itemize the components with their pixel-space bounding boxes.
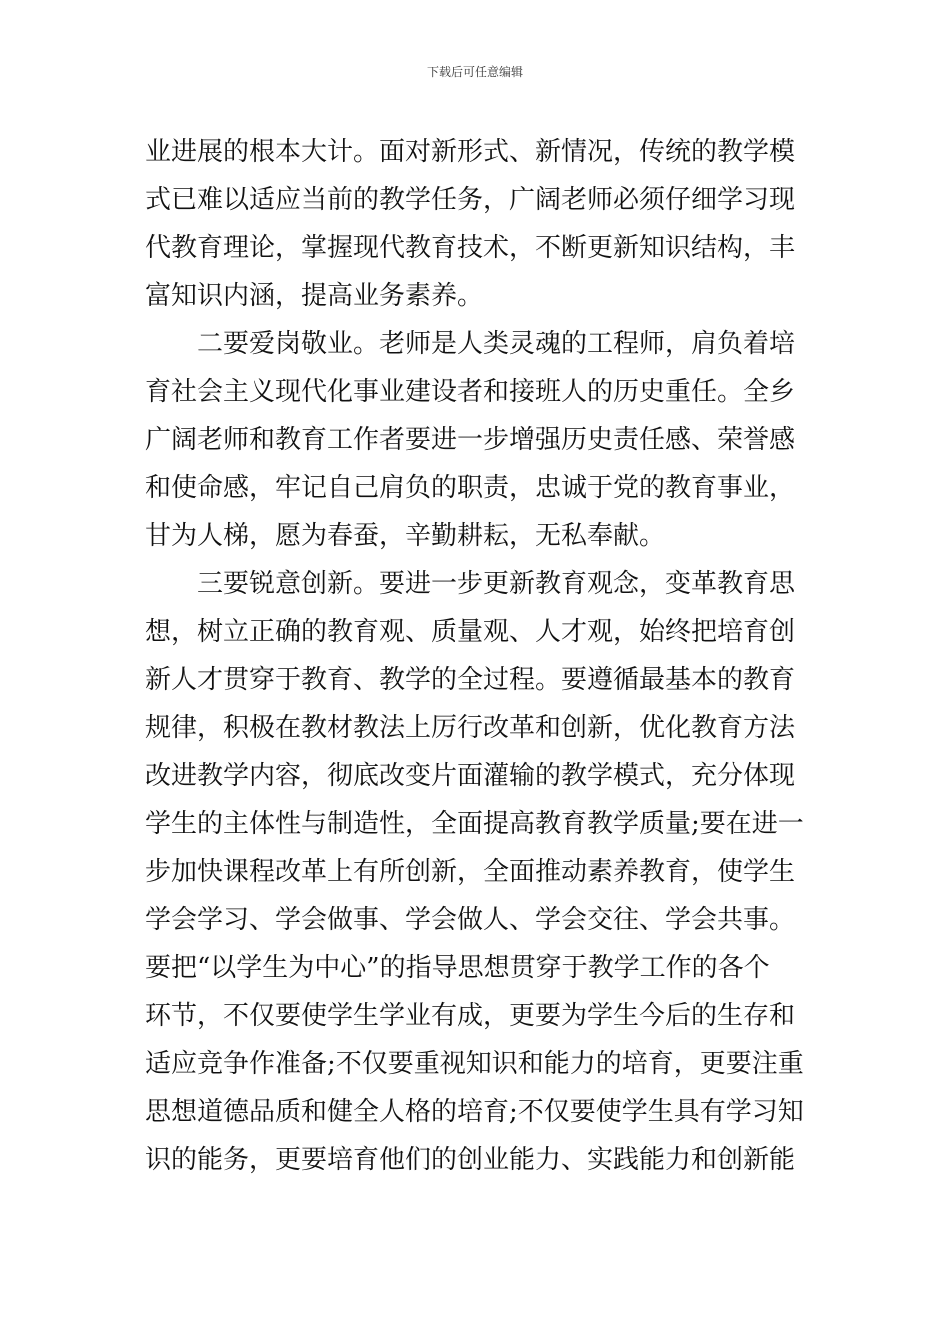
text-line: 思想道德品质和健全人格的培育;不仅要使学生具有学习知	[145, 1097, 804, 1127]
text-line: 富知识内涵，提高业务素养。	[145, 281, 484, 311]
text-line: 式已难以适应当前的教学任务，广阔老师必须仔细学习现	[145, 185, 796, 215]
text-line: 步加快课程改革上有所创新，全面推动素养教育，使学生	[145, 857, 796, 887]
text-line: 识的能务，更要培育他们的创业能力、实践能力和创新能	[145, 1145, 796, 1175]
text-line: 要把“以学生为中心”的指导思想贯穿于教学工作的各个	[145, 953, 770, 983]
text-line: 想，树立正确的教育观、质量观、人才观，始终把培育创	[145, 617, 796, 647]
text-line: 学会学习、学会做事、学会做人、学会交往、学会共事。	[145, 905, 796, 935]
text-line: 和使命感，牢记自己肩负的职责，忠诚于党的教育事业，	[145, 473, 796, 503]
text-line: 环节，不仅要使学生学业有成，更要为学生今后的生存和	[145, 1001, 796, 1031]
text-line: 代教育理论，掌握现代教育技术，不断更新知识结构，丰	[145, 233, 796, 263]
text-line: 广阔老师和教育工作者要进一步增强历史责任感、荣誉感	[145, 425, 796, 455]
text-line: 学生的主体性与制造性，全面提高教育教学质量;要在进一	[145, 809, 804, 839]
text-line: 三要锐意创新。要进一步更新教育观念，变革教育思	[197, 569, 796, 599]
text-line: 新人才贯穿于教育、教学的全过程。要遵循最基本的教育	[145, 665, 796, 695]
text-line: 甘为人梯，愿为春蚕，辛勤耕耘，无私奉献。	[145, 521, 666, 551]
text-line: 适应竞争作准备;不仅要重视知识和能力的培育，更要注重	[145, 1049, 804, 1079]
text-line: 育社会主义现代化事业建设者和接班人的历史重任。全乡	[145, 377, 796, 407]
text-line: 改进教学内容，彻底改变片面灌输的教学模式，充分体现	[145, 761, 796, 791]
page-header: 下载后可任意编辑	[426, 65, 523, 79]
text-line: 规律，积极在教材教法上厉行改革和创新，优化教育方法	[145, 713, 796, 743]
document-body	[145, 128, 810, 1184]
text-line: 业进展的根本大计。面对新形式、新情况，传统的教学模	[145, 137, 796, 167]
text-line: 二要爱岗敬业。老师是人类灵魂的工程师，肩负着培	[197, 329, 796, 359]
